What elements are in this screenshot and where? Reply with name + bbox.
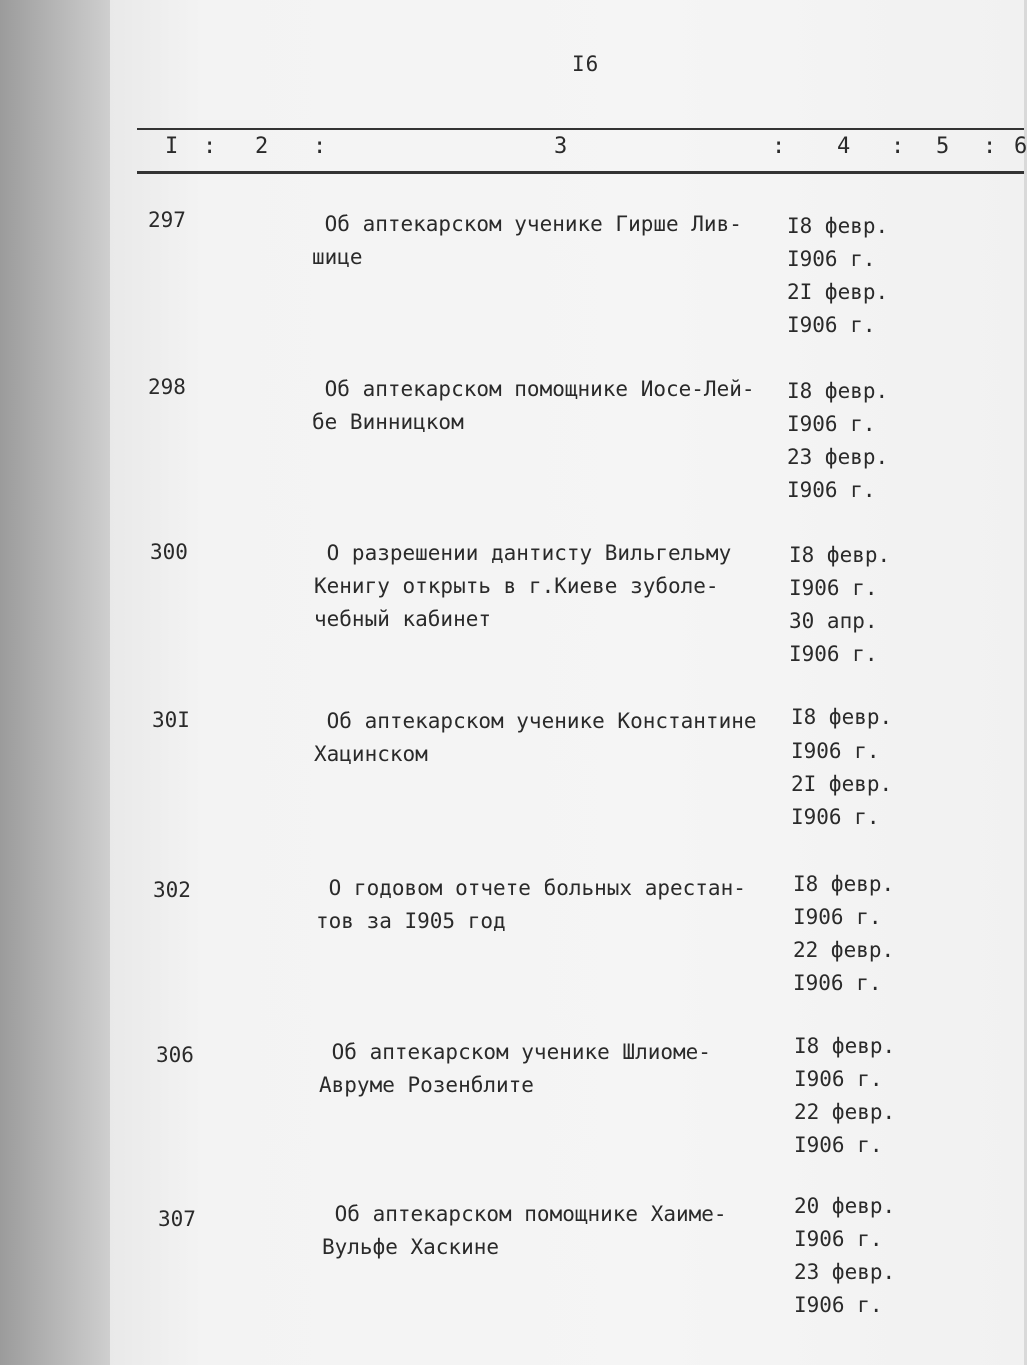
column-header-2: 2 [255, 134, 269, 159]
entry-title: Об аптекарском помощнике Хаиме- Вульфе Хаскине [322, 1202, 727, 1259]
column-separator: : [891, 134, 905, 159]
entry-dates: I8 февр. I906 г. 22 февр. I906 г. [793, 872, 895, 995]
column-header-4: 4 [837, 134, 851, 159]
entry-number: 300 [150, 540, 188, 564]
entry-dates: I8 февр. I906 г. 2I февр. I906 г. [787, 214, 889, 337]
column-header-1: I [165, 134, 179, 159]
entry-dates: I8 февр. I906 г. 30 апр. I906 г. [789, 543, 891, 666]
entry-title: Об аптекарском ученике Константине Хацинском [314, 709, 757, 766]
column-separator: : [313, 134, 327, 159]
entry-dates: I8 февр. I906 г. 23 февр. I906 г. [787, 379, 889, 502]
entry-title: О годовом отчете больных арестан- тов за I905 год [316, 876, 746, 933]
entry-dates: I906 г. 2I февр. I906 г. [791, 739, 893, 829]
column-header-5: 5 [936, 134, 950, 159]
entry-title: Об аптекарском ученике Шлиоме- Авруме Розенблите [319, 1040, 711, 1097]
column-separator: : [772, 134, 786, 159]
entry-dates: I8 февр. I906 г. 22 февр. I906 г. [794, 1034, 896, 1157]
entry-dates: 20 февр. I906 г. 23 февр. I906 г. [794, 1194, 896, 1317]
entry-number: 302 [153, 878, 191, 902]
entry-title: Об аптекарском ученике Гирше Лив- шице [312, 212, 742, 269]
entry-number: 30I [152, 708, 190, 732]
entry-title: Об аптекарском помощнике Иосе-Лей- бе Винницком [312, 377, 755, 434]
column-header-6: 6 [1014, 134, 1027, 159]
column-separator: : [983, 134, 997, 159]
entry-number: 306 [156, 1043, 194, 1067]
page-number: I6 [572, 52, 600, 76]
header-rule-top [137, 128, 1024, 130]
entry-title: О разрешении дантисту Вильгельму Кенигу открыть в г.Киеве зуболе- чебный кабинет [314, 541, 732, 631]
entry-number: 298 [148, 375, 186, 399]
entry-number: 307 [158, 1207, 196, 1231]
entry-date-first: I8 февр. [791, 705, 893, 729]
header-rule-bottom [137, 171, 1024, 174]
column-separator: : [203, 134, 217, 159]
entry-number: 297 [148, 208, 186, 232]
column-header-3: 3 [554, 134, 568, 159]
